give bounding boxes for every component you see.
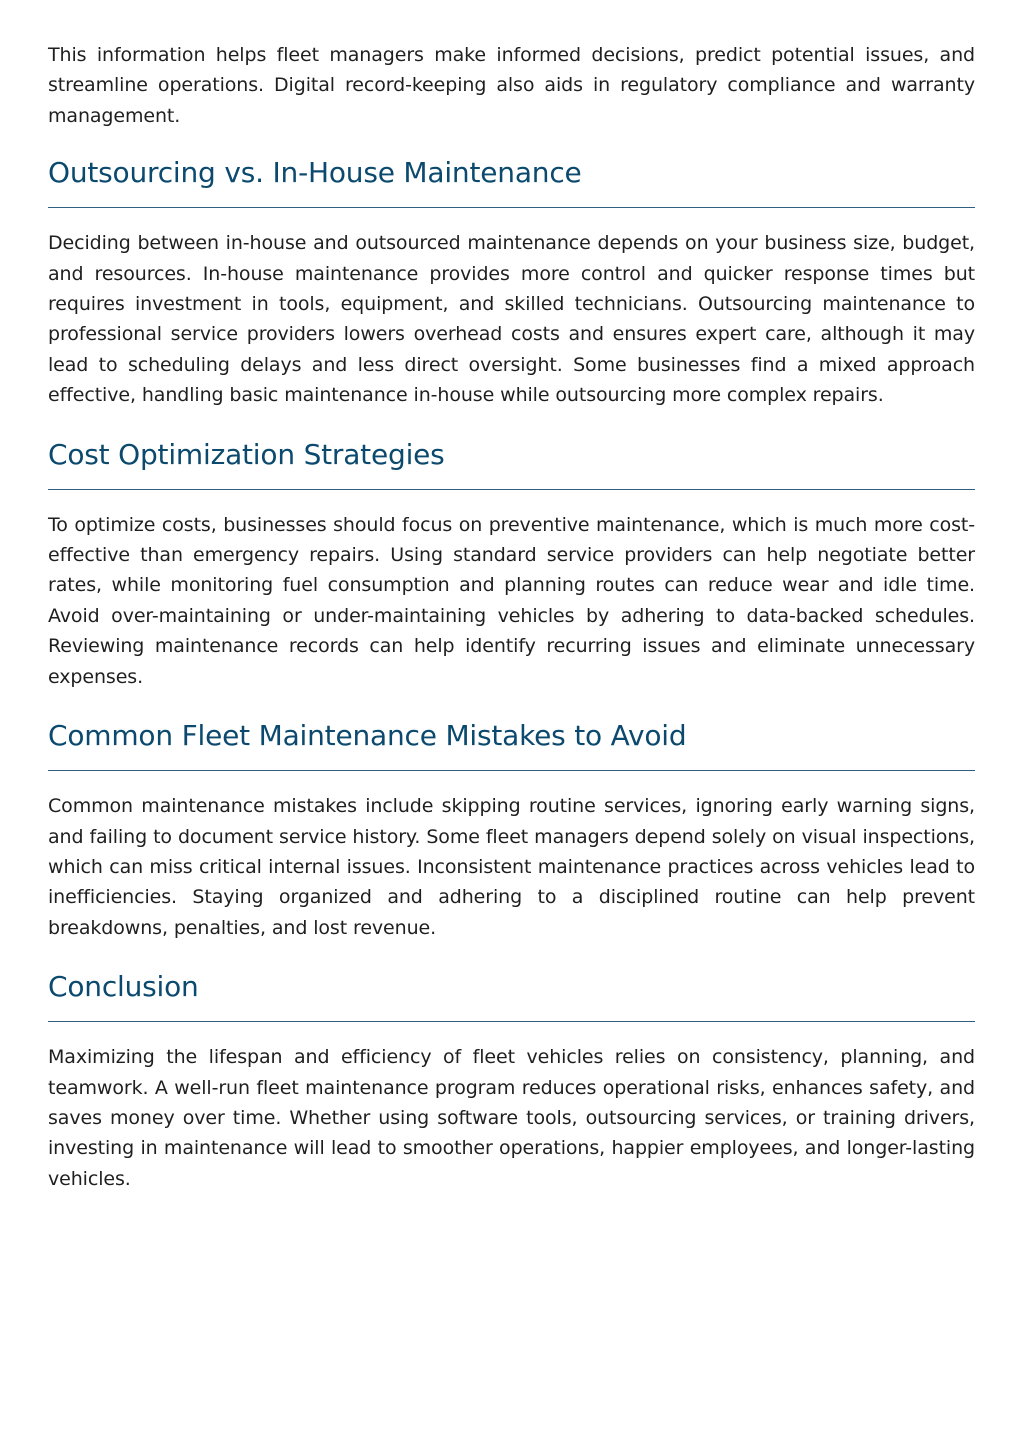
- section-outsourcing: [48, 155, 975, 410]
- section-divider: [48, 1021, 975, 1022]
- intro-paragraph: This information helps fleet managers make informed decisions, predict potential issues, and streamline operations. Digital record-keeping also aids in regulatory compliance and warranty management.: [48, 44, 975, 127]
- section-paragraph: Common maintenance mistakes include skipping routine services, ignoring early warning signs, and failing to document service history. Some fleet managers depend solely on visual inspections, which can miss critical internal issues. Inconsistent maintenance practices across vehicles lead to inefficiencies. Staying organized and adhering to a disciplined routine can help prevent breakdowns, penalties, and lost revenue.: [48, 795, 975, 939]
- section-divider: [48, 207, 975, 208]
- section-paragraph: Maximizing the lifespan and efficiency of fleet vehicles relies on consistency, planning, and teamwork. A well-run fleet maintenance program reduces operational risks, enhances safety, and saves money over time. Whether using software tools, outsourcing services, or training drivers, investing in maintenance will lead to smoother operations, happier employees, and longer-lasting vehicles.: [48, 1046, 975, 1190]
- section-divider: [48, 770, 975, 771]
- section-title: Common Fleet Maintenance Mistakes to Avoid: [48, 719, 687, 753]
- section-common-mistakes: [48, 718, 975, 943]
- section-title: Cost Optimization Strategies: [48, 437, 445, 471]
- section-divider: [48, 489, 975, 490]
- section-paragraph: Deciding between in-house and outsourced maintenance depends on your business size, budget, and resources. In-house maintenance provides more control and quicker response times but requires investment in tools, equipment, and skilled technicians. Outsourcing maintenance to professional service providers lowers overhead costs and ensures expert care, although it may lead to scheduling delays and less direct oversight. Some businesses find a mixed approach effective, handling basic maintenance in-house while outsourcing more complex repairs.: [48, 232, 975, 407]
- section-title: Outsourcing vs. In-House Maintenance: [48, 156, 582, 190]
- section-title: Conclusion: [48, 970, 199, 1004]
- section-paragraph: To optimize costs, businesses should focus on preventive maintenance, which is much more cost-effective than emergency repairs. Using standard service providers can help negotiate better rates, while monitoring fuel consumption and planning routes can reduce wear and idle time. Avoid over-maintaining or under-maintaining vehicles by adhering to data-backed schedules. Reviewing maintenance records can help identify recurring issues and eliminate unnecessary expenses.: [48, 513, 975, 688]
- section-conclusion: [48, 969, 975, 1194]
- section-cost-optimization: [48, 437, 975, 692]
- document-page: [48, 40, 975, 1194]
